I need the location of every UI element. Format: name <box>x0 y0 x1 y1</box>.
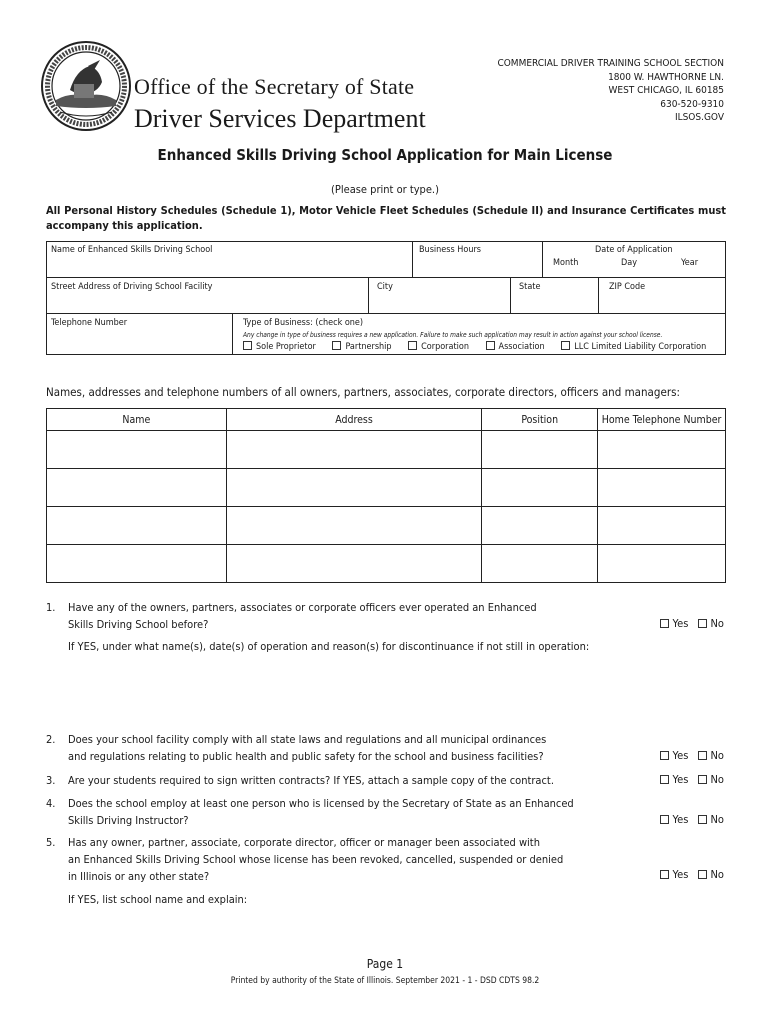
day-label: Day <box>621 258 637 268</box>
position-cell[interactable] <box>482 545 598 583</box>
name-cell[interactable] <box>47 545 227 583</box>
address-line: WEST CHICAGO, IL 60185 <box>608 85 724 96</box>
year-label: Year <box>681 258 699 268</box>
question-text: an Enhanced Skills Driving School whose license has been revoked, cancelled, suspended or denied <box>68 853 564 866</box>
state-label: State <box>519 282 541 292</box>
question-followup: If YES, under what name(s), date(s) of operation and reason(s) for discontinuance if not still in operation: <box>68 640 590 653</box>
question-text: Are your students required to sign written contracts? If YES, attach a sample copy of the contract. <box>68 774 554 787</box>
yes-option[interactable]: Yes <box>654 813 689 826</box>
question-text: Skills Driving Instructor? <box>68 814 189 827</box>
yes-option[interactable]: Yes <box>654 773 689 786</box>
question-number: 5. <box>46 836 56 849</box>
address-cell[interactable] <box>226 431 482 469</box>
business-type-note: Any change in type of business requires a new application. Failure to make such application may result in action against your school license. <box>243 331 663 339</box>
no-option[interactable]: No <box>692 813 724 826</box>
question-5 <box>46 834 646 908</box>
name-cell[interactable] <box>47 431 227 469</box>
checkbox-icon[interactable] <box>660 751 669 760</box>
question-2-yes-no <box>654 749 724 762</box>
question-3 <box>46 772 646 789</box>
address-block <box>497 57 724 125</box>
checkbox-icon[interactable] <box>698 775 707 784</box>
checkbox-icon[interactable] <box>660 815 669 824</box>
checkbox-icon[interactable] <box>698 870 707 879</box>
owners-table <box>46 408 726 583</box>
question-number: 4. <box>46 797 56 810</box>
business-type-field <box>233 314 725 354</box>
option-llc[interactable]: LLC Limited Liability Corporation <box>561 342 706 352</box>
question-followup: If YES, list school name and explain: <box>68 893 248 906</box>
state-seal-logo <box>40 40 132 132</box>
business-type-options <box>243 341 706 352</box>
checkbox-icon[interactable] <box>660 775 669 784</box>
position-cell[interactable] <box>482 431 598 469</box>
street-address-field[interactable] <box>47 278 369 314</box>
state-field[interactable] <box>511 278 599 314</box>
question-1 <box>46 599 646 655</box>
column-header-phone: Home Telephone Number <box>598 409 726 431</box>
page-number: Page 1 <box>366 957 404 971</box>
question-text: Has any owner, partner, associate, corporate director, officer or manager been associated with <box>68 836 540 849</box>
city-label: City <box>377 282 393 292</box>
checkbox-icon[interactable] <box>332 341 341 350</box>
no-option[interactable]: No <box>692 617 724 630</box>
department-title: Driver Services Department <box>134 104 426 133</box>
yes-option[interactable]: Yes <box>654 617 689 630</box>
position-cell[interactable] <box>482 507 598 545</box>
address-cell[interactable] <box>226 507 482 545</box>
checkbox-icon[interactable] <box>698 815 707 824</box>
phone-cell[interactable] <box>598 469 726 507</box>
school-name-field[interactable] <box>47 242 413 278</box>
table-row <box>47 469 726 507</box>
yes-option[interactable]: Yes <box>654 749 689 762</box>
checkbox-icon[interactable] <box>660 870 669 879</box>
yes-option[interactable]: Yes <box>654 868 689 881</box>
question-4-yes-no <box>654 813 724 826</box>
column-header-name: Name <box>47 409 227 431</box>
street-address-label: Street Address of Driving School Facility <box>51 282 213 292</box>
option-partnership[interactable]: Partnership <box>332 342 391 352</box>
month-label: Month <box>553 258 579 268</box>
checkbox-icon[interactable] <box>698 619 707 628</box>
table-row <box>47 431 726 469</box>
question-4 <box>46 795 646 829</box>
column-header-address: Address <box>226 409 482 431</box>
phone-cell[interactable] <box>598 507 726 545</box>
name-cell[interactable] <box>47 507 227 545</box>
question-2 <box>46 731 646 765</box>
office-title: Office of the Secretary of State <box>134 74 415 99</box>
checkbox-icon[interactable] <box>408 341 417 350</box>
business-hours-label: Business Hours <box>419 245 482 255</box>
address-line: 630-520-9310 <box>660 98 724 110</box>
question-3-yes-no <box>654 773 724 786</box>
no-option[interactable]: No <box>692 749 724 762</box>
requirement-note: All Personal History Schedules (Schedule 1), Motor Vehicle Fleet Schedules (Schedule II) and Insurance Certificates must accompany this application. <box>46 204 726 232</box>
date-of-application-field[interactable] <box>543 242 725 278</box>
position-cell[interactable] <box>482 469 598 507</box>
telephone-label: Telephone Number <box>51 318 128 328</box>
option-association[interactable]: Association <box>486 342 545 352</box>
question-text: and regulations relating to public health and public safety for the school and business facilities? <box>68 750 544 763</box>
question-text: Does the school employ at least one person who is licensed by the Secretary of State as an Enhanced <box>68 797 574 810</box>
checkbox-icon[interactable] <box>561 341 570 350</box>
question-number: 1. <box>46 601 56 614</box>
phone-cell[interactable] <box>598 431 726 469</box>
column-header-position: Position <box>482 409 598 431</box>
table-row <box>47 545 726 583</box>
name-cell[interactable] <box>47 469 227 507</box>
table-header-row <box>47 409 726 431</box>
address-line: 1800 W. HAWTHORNE LN. <box>608 71 724 83</box>
checkbox-icon[interactable] <box>660 619 669 628</box>
address-line: COMMERCIAL DRIVER TRAINING SCHOOL SECTION <box>497 58 724 69</box>
no-option[interactable]: No <box>692 868 724 881</box>
question-text: Skills Driving School before? <box>68 618 209 631</box>
school-info-grid <box>46 241 726 355</box>
option-corporation[interactable]: Corporation <box>408 342 469 352</box>
printed-by-line: Printed by authority of the State of Illinois. September 2021 - 1 - DSD CDTS 98.2 <box>230 976 540 986</box>
question-5-yes-no <box>654 868 724 881</box>
checkbox-icon[interactable] <box>243 341 252 350</box>
question-text: in Illinois or any other state? <box>68 870 210 883</box>
question-text: Does your school facility comply with all state laws and regulations and all municipal ordinances <box>68 733 547 746</box>
city-field[interactable] <box>369 278 511 314</box>
question-1-yes-no <box>654 617 724 630</box>
business-type-label: Type of Business: (check one) <box>243 318 364 328</box>
address-line: ILSOS.GOV <box>674 112 724 123</box>
date-of-application-label: Date of Application <box>595 245 673 255</box>
phone-cell[interactable] <box>598 545 726 583</box>
question-number: 2. <box>46 733 56 746</box>
option-sole-proprietor[interactable]: Sole Proprietor <box>243 342 316 352</box>
zip-code-field[interactable] <box>599 278 725 314</box>
school-name-label: Name of Enhanced Skills Driving School <box>51 245 213 255</box>
business-hours-field[interactable] <box>413 242 543 278</box>
checkbox-icon[interactable] <box>698 751 707 760</box>
address-cell[interactable] <box>226 469 482 507</box>
question-number: 3. <box>46 774 56 787</box>
form-title: Enhanced Skills Driving School Application for Main License <box>157 146 613 164</box>
question-text: Have any of the owners, partners, associates or corporate officers ever operated an Enhanced <box>68 601 537 614</box>
address-cell[interactable] <box>226 545 482 583</box>
telephone-field[interactable] <box>47 314 233 354</box>
owners-intro: Names, addresses and telephone numbers of all owners, partners, associates, corporate directors, officers and managers: <box>46 385 680 399</box>
print-note: (Please print or type.) <box>331 183 439 196</box>
table-row <box>47 507 726 545</box>
checkbox-icon[interactable] <box>486 341 495 350</box>
zip-code-label: ZIP Code <box>609 282 646 292</box>
no-option[interactable]: No <box>692 773 724 786</box>
